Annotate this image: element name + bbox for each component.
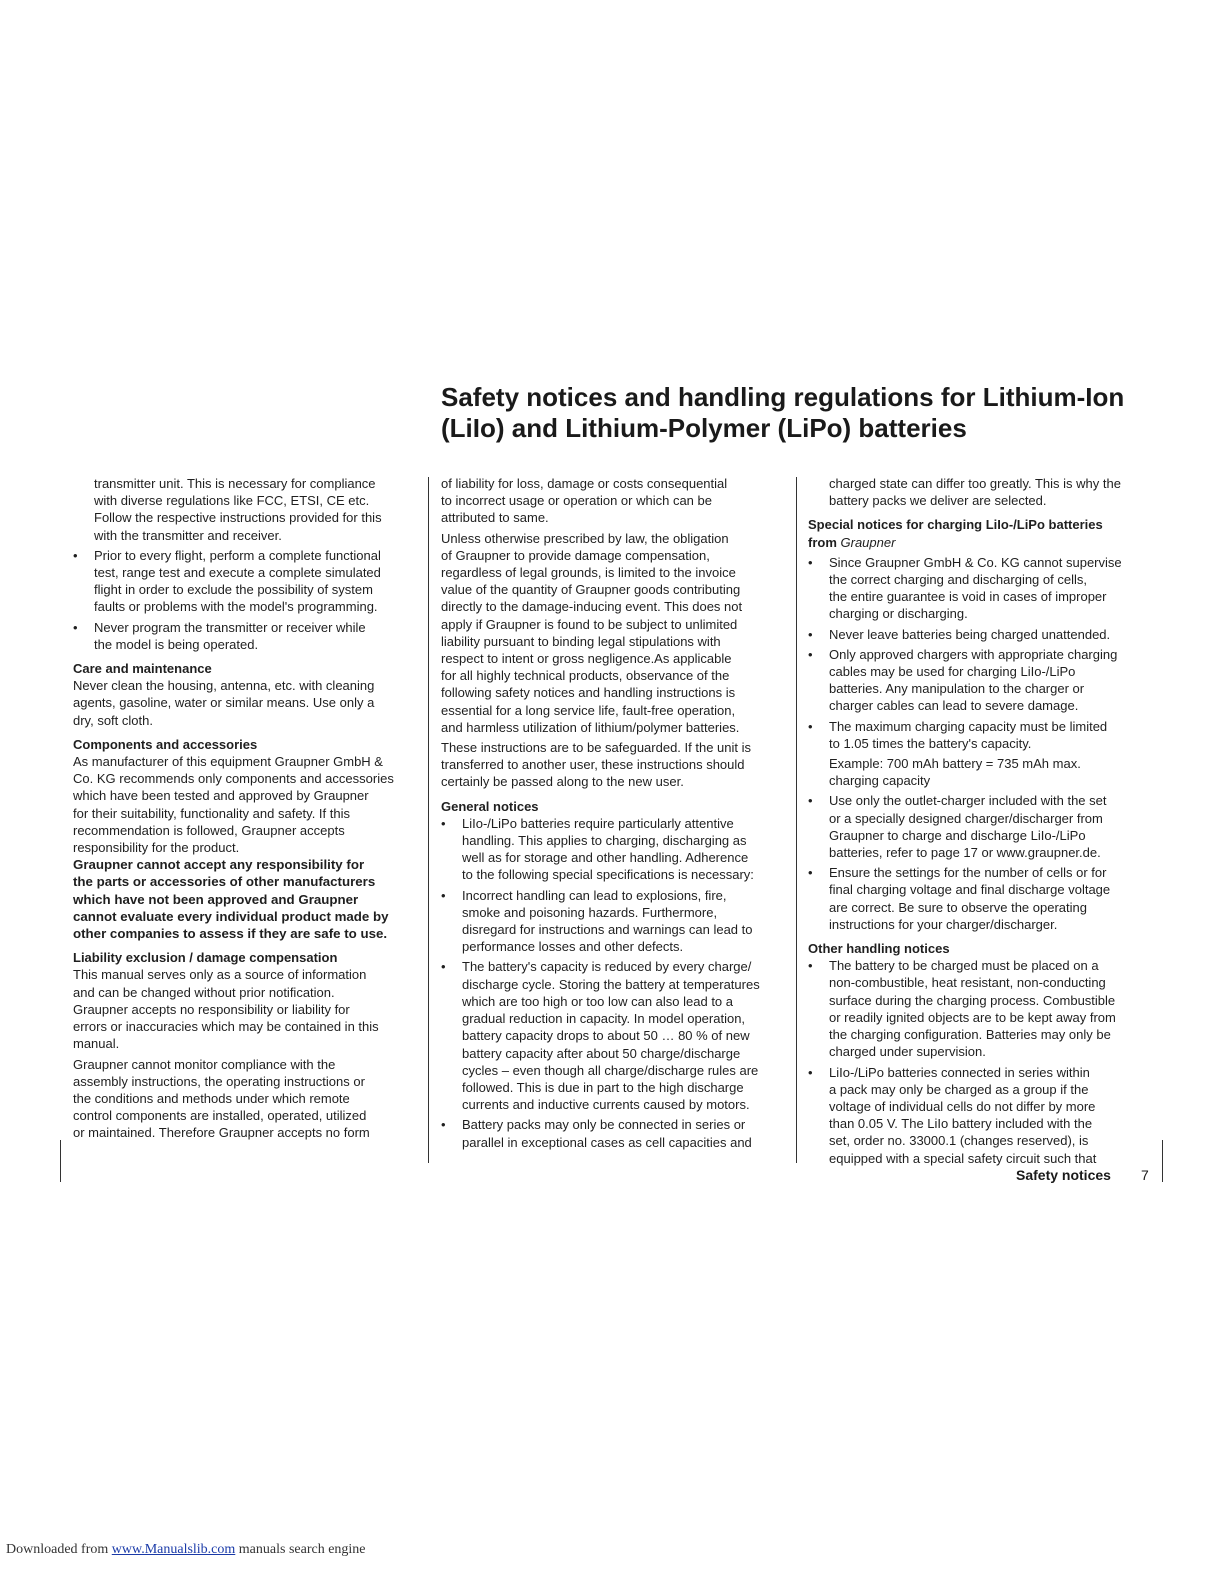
section-heading-components: Components and accessories [73,736,258,752]
text-line: faults or problems with the model's programming. [94,599,378,615]
text-line: charging capacity [829,773,931,789]
text-line: Follow the respective instructions provided for this [94,510,382,526]
text-line: non-combustible, heat resistant, non-conducting [829,975,1106,991]
text-line: Graupner cannot accept any responsibility for [73,857,365,873]
text-line: which have been tested and approved by Graupner [73,788,369,804]
liability-paragraph-1 [73,966,418,1052]
text-line: LiIo-/LiPo batteries require particularly attentive [462,815,734,831]
text-line: These instructions are to be safeguarded. If the unit is [441,740,752,756]
list-item [73,547,418,616]
text-line: or readily ignited objects are to be kept away from [829,1009,1116,1025]
text-line: currents and inductive currents caused by motors. [462,1097,750,1113]
text-line: and harmless utilization of lithium/polymer batteries. [441,719,740,735]
text-line: Graupner accepts no responsibility or liability for [73,1001,350,1017]
liability-paragraph-2 [73,1056,418,1142]
text-line: batteries. Any manipulation to the charger or [829,681,1085,697]
col1-intro [73,475,418,544]
text-line: As manufacturer of this equipment Graupner GmbH & [73,754,383,770]
text-line: value of the quantity of Graupner goods contributing [441,582,741,598]
text-line: regardless of legal grounds, is limited to the invoice [441,565,736,581]
text-line: agents, gasoline, water or similar means. Use only a [73,695,375,711]
text-line: Graupner to charge and discharge LiIo-/LiPo [829,827,1086,843]
text-line: surface during the charging process. Combustible [829,992,1116,1008]
text-line: Example: 700 mAh battery = 735 mAh max. [829,756,1081,772]
bullet-icon: • [441,887,446,903]
text-line: Graupner cannot monitor compliance with the [73,1056,336,1072]
right-margin-rule [1162,1140,1163,1182]
col2-paragraph-2 [441,530,786,736]
footer-section-label: Safety notices [1016,1167,1111,1183]
text-line: Never program the transmitter or receiver while [94,619,366,635]
text-line: test, range test and execute a complete simulated [94,565,381,581]
text-line: battery packs we deliver are selected. [829,493,1047,509]
text-line: attributed to same. [441,510,549,526]
col3-intro [808,475,1153,509]
text-line: discharge cycle. Storing the battery at temperatures [462,976,760,992]
text-line: assembly instructions, the operating instructions or [73,1073,365,1089]
text-line: set, order no. 33000.1 (changes reserved), is [829,1133,1089,1149]
text-line: responsibility for the product. [73,840,240,856]
text-line: or maintained. Therefore Graupner accepts no form [73,1125,370,1141]
left-margin-rule [60,1140,61,1182]
text-line: flight in order to exclude the possibility of system [94,582,373,598]
bullet-icon: • [808,865,813,881]
text-line: The battery to be charged must be placed on a [829,958,1099,974]
text-line: which have not been approved and Graupner [73,891,359,907]
text-line: handling. This applies to charging, discharging as [462,833,747,849]
download-notice [6,1542,366,1558]
column-1 [73,475,418,1142]
section-heading-liability: Liability exclusion / damage compensation [73,950,338,966]
text-line: final charging voltage and final discharge voltage [829,882,1111,898]
text-line: or a specially designed charger/discharger from [829,810,1103,826]
page-number: 7 [1141,1167,1149,1183]
text-line: for their suitability, functionality and safety. If this [73,805,350,821]
bullet-icon: • [808,554,813,570]
text-line: Since Graupner GmbH & Co. KG cannot supervise [829,554,1122,570]
text-line: batteries, refer to page 17 or www.graupner.de. [829,845,1101,861]
text-line: to the following special specifications is necessary: [462,867,754,883]
bullet-icon: • [808,646,813,662]
section-heading-general: General notices [441,798,539,814]
text-line: directly to the damage-inducing event. This does not [441,599,743,615]
text-line: liability pursuant to binding legal stipulations with [441,633,721,649]
text-line: performance losses and other defects. [462,939,684,955]
list-item [441,958,786,1113]
list-item [808,646,1153,715]
text-line: transmitter unit. This is necessary for compliance [94,476,376,491]
text-line: of liability for loss, damage or costs consequential [441,476,728,491]
text-line: the model is being operated. [94,636,259,652]
text-line [808,534,1153,551]
text-line: respect to intent or gross negligence.As applicable [441,651,732,667]
bullet-icon: • [808,626,813,642]
text-line: parallel in exceptional cases as cell capacities and [462,1134,752,1150]
text-line: Use only the outlet-charger included with the set [829,793,1107,809]
title-line-2: (LiIo) and Lithium-Polymer (LiPo) batteries [441,413,967,443]
column-divider-2 [796,477,797,1163]
text-line: recommendation is followed, Graupner accepts [73,822,345,838]
download-prefix: Downloaded from [6,1542,112,1557]
text-line: essential for a long service life, fault-free operation, [441,702,736,718]
page-title [441,382,1181,444]
download-suffix: manuals search engine [235,1542,366,1557]
list-item [441,1116,786,1150]
column-2 [441,475,786,1151]
bullet-icon: • [808,793,813,809]
text-line: than 0.05 V. The LiIo battery included with the [829,1116,1093,1132]
text-line: Never leave batteries being charged unattended. [829,626,1111,642]
list-item [808,957,1153,1060]
text-line: following safety notices and handling instructions is [441,685,736,701]
text-line: charged state can differ too greatly. This is why the [829,476,1121,491]
text-line: which are too high or too low can also lead to a [462,993,734,1009]
bullet-icon: • [441,959,446,975]
text-line: of Graupner to provide damage compensation, [441,547,710,563]
text-line: This manual serves only as a source of information [73,967,367,983]
text-line: Prior to every flight, perform a complete functional [94,547,381,563]
heading-from: from [808,534,837,550]
text-line: instructions for your charger/discharger. [829,916,1058,932]
text-line: the correct charging and discharging of cells, [829,572,1087,588]
section-heading-other: Other handling notices [808,941,950,957]
text-line: other companies to assess if they are safe to use. [73,926,388,942]
text-line: disregard for instructions and warnings can lead to [462,922,753,938]
text-line: Special notices for charging LiIo-/LiPo batteries [808,517,1103,533]
brand-name: Graupner [840,534,896,550]
list-item [808,718,1153,790]
text-line: LiIo-/LiPo batteries connected in series within [829,1064,1090,1080]
title-line-1: Safety notices and handling regulations for Lithium-Ion [441,382,1125,412]
list-item [808,864,1153,933]
text-line: The battery's capacity is reduced by every charge/ [462,959,752,975]
text-line: to incorrect usage or operation or which can be [441,493,712,509]
text-line: a pack may only be charged as a group if the [829,1081,1089,1097]
text-line: Incorrect handling can lead to explosions, fire, [462,887,727,903]
text-line: charger cables can lead to severe damage. [829,698,1079,714]
text-line: the conditions and methods under which remote [73,1090,350,1106]
list-item [808,554,1153,623]
text-line: for all highly technical products, observance of the [441,668,730,684]
text-line: Ensure the settings for the number of cells or for [829,865,1107,881]
text-line: the parts or accessories of other manufacturers [73,874,376,890]
text-line: to 1.05 times the battery's capacity. [829,735,1032,751]
text-line: followed. This is due in part to the high discharge [462,1079,744,1095]
text-line: cannot evaluate every individual product made by [73,908,389,924]
text-line: charging or discharging. [829,606,968,622]
text-line: smoke and poisoning hazards. Furthermore, [462,904,718,920]
col2-paragraph-1 [441,475,786,527]
bullet-icon: • [73,547,78,563]
text-line: battery capacity drops to about 50 … 80 % of new [462,1028,750,1044]
list-item [441,815,786,884]
column-3 [808,475,1153,1167]
text-line: well as for storage and other handling. Adherence [462,850,749,866]
text-line: battery capacity after about 50 charge/discharge [462,1045,741,1061]
text-line: Never clean the housing, antenna, etc. with cleaning [73,678,375,694]
list-item [808,1064,1153,1167]
column-divider-1 [428,477,429,1163]
text-line: voltage of individual cells do not differ by more [829,1098,1096,1114]
text-line: Battery packs may only be connected in series or [462,1117,746,1133]
manualslib-link[interactable]: www.Manualslib.com [111,1542,236,1557]
bullet-icon: • [441,1117,446,1133]
text-line: Unless otherwise prescribed by law, the obligation [441,530,729,546]
list-item [808,626,1153,643]
components-warning [73,856,418,942]
text-line: charged under supervision. [829,1044,986,1060]
text-line: cycles – even though all charge/discharge rules are [462,1062,759,1078]
bullet-icon: • [808,958,813,974]
text-line: Co. KG recommends only components and accessories [73,771,394,787]
list-item [808,792,1153,861]
text-line: cables may be used for charging LiIo-/LiPo [829,664,1076,680]
list-item [441,887,786,956]
text-line: the entire guarantee is void in cases of improper [829,589,1107,605]
text-line: gradual reduction in capacity. In model operation, [462,1011,746,1027]
text-line: with the transmitter and receiver. [94,527,282,543]
text-line: and can be changed without prior notification. [73,984,335,1000]
col2-paragraph-3 [441,739,786,791]
text-line: certainly be passed along to the new user. [441,774,684,790]
text-line: apply if Graupner is found to be subject to unlimited [441,616,738,632]
care-paragraph [73,677,418,729]
text-line: The maximum charging capacity must be limited [829,718,1108,734]
text-line: are correct. Be sure to observe the operating [829,899,1087,915]
text-line: manual. [73,1036,120,1052]
text-line: errors or inaccuracies which may be contained in this [73,1019,379,1035]
text-line: with diverse regulations like FCC, ETSI, CE etc. [94,493,370,509]
text-line: Only approved chargers with appropriate charging [829,646,1118,662]
text-line: control components are installed, operated, utilized [73,1108,367,1124]
text-line: transferred to another user, these instructions should [441,757,745,773]
text-line: the charging configuration. Batteries may only be [829,1027,1111,1043]
section-heading-care: Care and maintenance [73,661,212,677]
text-line: equipped with a special safety circuit such that [829,1150,1097,1166]
bullet-icon: • [808,1064,813,1080]
bullet-icon: • [441,815,446,831]
bullet-icon: • [808,718,813,734]
bullet-icon: • [73,619,78,635]
section-heading-special [808,516,1153,550]
example-note [829,755,1153,789]
components-paragraph [73,753,418,856]
text-line: dry, soft cloth. [73,712,153,728]
list-item [73,619,418,653]
